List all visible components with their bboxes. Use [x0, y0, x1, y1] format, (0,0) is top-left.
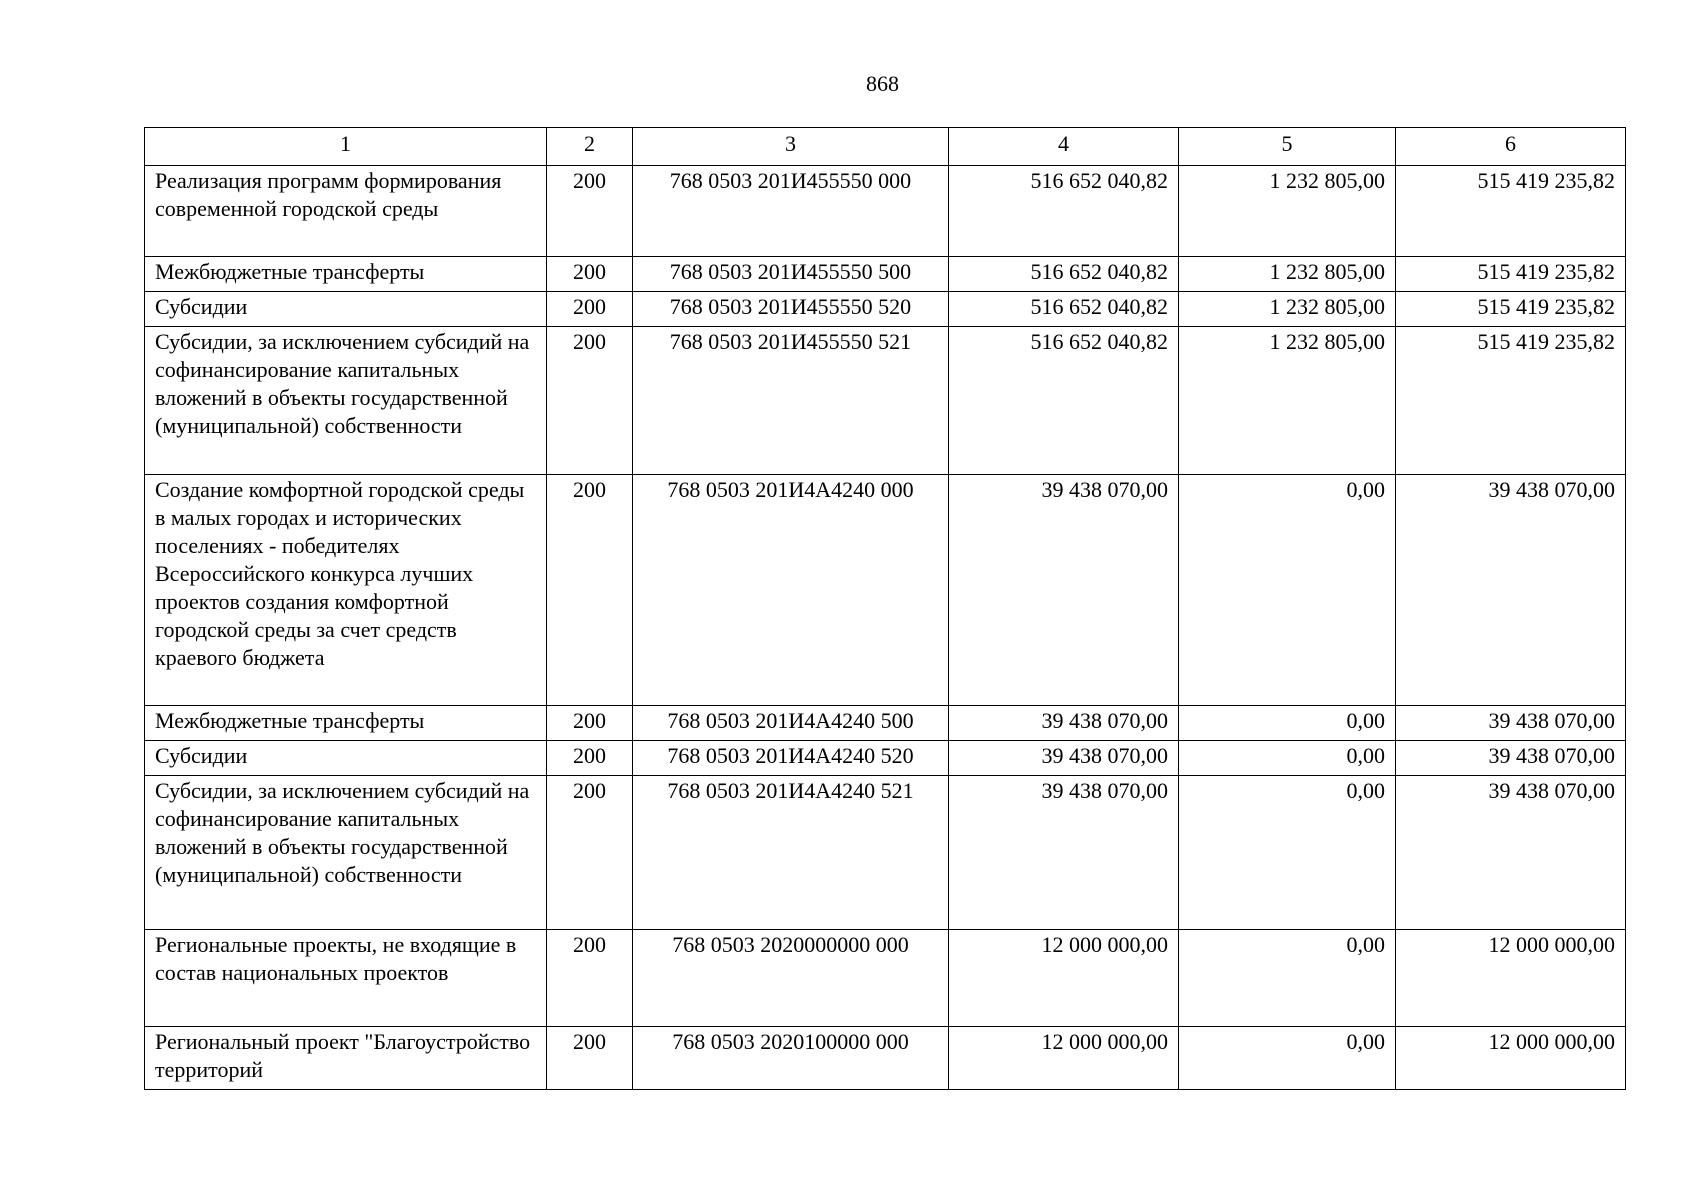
row-value-col6: 12 000 000,00 [1396, 930, 1626, 1027]
table-row [145, 475, 1626, 706]
row-value-col5: 1 232 805,00 [1179, 257, 1396, 292]
row-value-col6: 12 000 000,00 [1396, 1027, 1626, 1090]
row-value-col4: 39 438 070,00 [949, 706, 1179, 741]
table-row [145, 257, 1626, 292]
row-value-col5: 0,00 [1179, 706, 1396, 741]
row-code: 200 [547, 292, 633, 327]
row-classification: 768 0503 201И4А4240 521 [633, 776, 949, 930]
row-value-col5: 0,00 [1179, 930, 1396, 1027]
row-code: 200 [547, 776, 633, 930]
row-value-col6: 39 438 070,00 [1396, 741, 1626, 776]
row-code: 200 [547, 475, 633, 706]
row-code: 200 [547, 166, 633, 257]
row-code: 200 [547, 930, 633, 1027]
row-value-col4: 39 438 070,00 [949, 475, 1179, 706]
row-value-col6: 515 419 235,82 [1396, 166, 1626, 257]
row-value-col4: 516 652 040,82 [949, 327, 1179, 475]
header-cell-3: 3 [633, 128, 949, 166]
header-cell-6: 6 [1396, 128, 1626, 166]
table-row [145, 930, 1626, 1027]
row-value-col4: 39 438 070,00 [949, 776, 1179, 930]
row-code: 200 [547, 257, 633, 292]
row-name: Субсидии, за исключением субсидий на софинансирование капитальных вложений в объекты государственной (муниципальной) собственности [145, 776, 547, 930]
budget-table [144, 127, 1626, 1090]
header-cell-2: 2 [547, 128, 633, 166]
row-code: 200 [547, 1027, 633, 1090]
row-classification: 768 0503 201И455550 520 [633, 292, 949, 327]
row-code: 200 [547, 327, 633, 475]
row-value-col6: 39 438 070,00 [1396, 706, 1626, 741]
row-name: Региональные проекты, не входящие в состав национальных проектов [145, 930, 547, 1027]
row-name: Субсидии [145, 741, 547, 776]
header-cell-4: 4 [949, 128, 1179, 166]
row-name: Создание комфортной городской среды в малых городах и исторических поселениях - победителях Всероссийского конкурса лучших проектов создания комфортной городской среды за счет средств краевого бюджета [145, 475, 547, 706]
row-value-col4: 12 000 000,00 [949, 1027, 1179, 1090]
row-code: 200 [547, 741, 633, 776]
row-value-col6: 515 419 235,82 [1396, 257, 1626, 292]
row-value-col5: 1 232 805,00 [1179, 292, 1396, 327]
row-classification: 768 0503 201И4А4240 000 [633, 475, 949, 706]
row-classification: 768 0503 2020100000 000 [633, 1027, 949, 1090]
row-value-col4: 39 438 070,00 [949, 741, 1179, 776]
table-row [145, 166, 1626, 257]
row-value-col4: 516 652 040,82 [949, 166, 1179, 257]
row-name: Реализация программ формирования современной городской среды [145, 166, 547, 257]
row-classification: 768 0503 201И4А4240 500 [633, 706, 949, 741]
row-value-col4: 516 652 040,82 [949, 257, 1179, 292]
table-body [145, 166, 1626, 1090]
row-name: Региональный проект "Благоустройство территорий [145, 1027, 547, 1090]
row-classification: 768 0503 201И455550 521 [633, 327, 949, 475]
row-value-col5: 1 232 805,00 [1179, 327, 1396, 475]
row-value-col6: 515 419 235,82 [1396, 327, 1626, 475]
row-name: Межбюджетные трансферты [145, 706, 547, 741]
row-value-col5: 0,00 [1179, 741, 1396, 776]
row-classification: 768 0503 201И455550 000 [633, 166, 949, 257]
table-row [145, 706, 1626, 741]
row-value-col5: 0,00 [1179, 776, 1396, 930]
row-value-col5: 1 232 805,00 [1179, 166, 1396, 257]
row-name: Субсидии, за исключением субсидий на софинансирование капитальных вложений в объекты государственной (муниципальной) собственности [145, 327, 547, 475]
row-classification: 768 0503 201И455550 500 [633, 257, 949, 292]
header-row [145, 128, 1626, 166]
row-name: Субсидии [145, 292, 547, 327]
row-classification: 768 0503 201И4А4240 520 [633, 741, 949, 776]
row-name: Межбюджетные трансферты [145, 257, 547, 292]
page-number: 868 [866, 71, 899, 96]
row-value-col4: 516 652 040,82 [949, 292, 1179, 327]
table-row [145, 292, 1626, 327]
row-value-col4: 12 000 000,00 [949, 930, 1179, 1027]
row-code: 200 [547, 706, 633, 741]
table-row [145, 741, 1626, 776]
row-value-col6: 39 438 070,00 [1396, 776, 1626, 930]
header-cell-1: 1 [145, 128, 547, 166]
table-row [145, 327, 1626, 475]
row-value-col6: 39 438 070,00 [1396, 475, 1626, 706]
row-classification: 768 0503 2020000000 000 [633, 930, 949, 1027]
table-row [145, 776, 1626, 930]
table-row [145, 1027, 1626, 1090]
header-cell-5: 5 [1179, 128, 1396, 166]
row-value-col6: 515 419 235,82 [1396, 292, 1626, 327]
row-value-col5: 0,00 [1179, 1027, 1396, 1090]
table-header [145, 128, 1626, 166]
row-value-col5: 0,00 [1179, 475, 1396, 706]
